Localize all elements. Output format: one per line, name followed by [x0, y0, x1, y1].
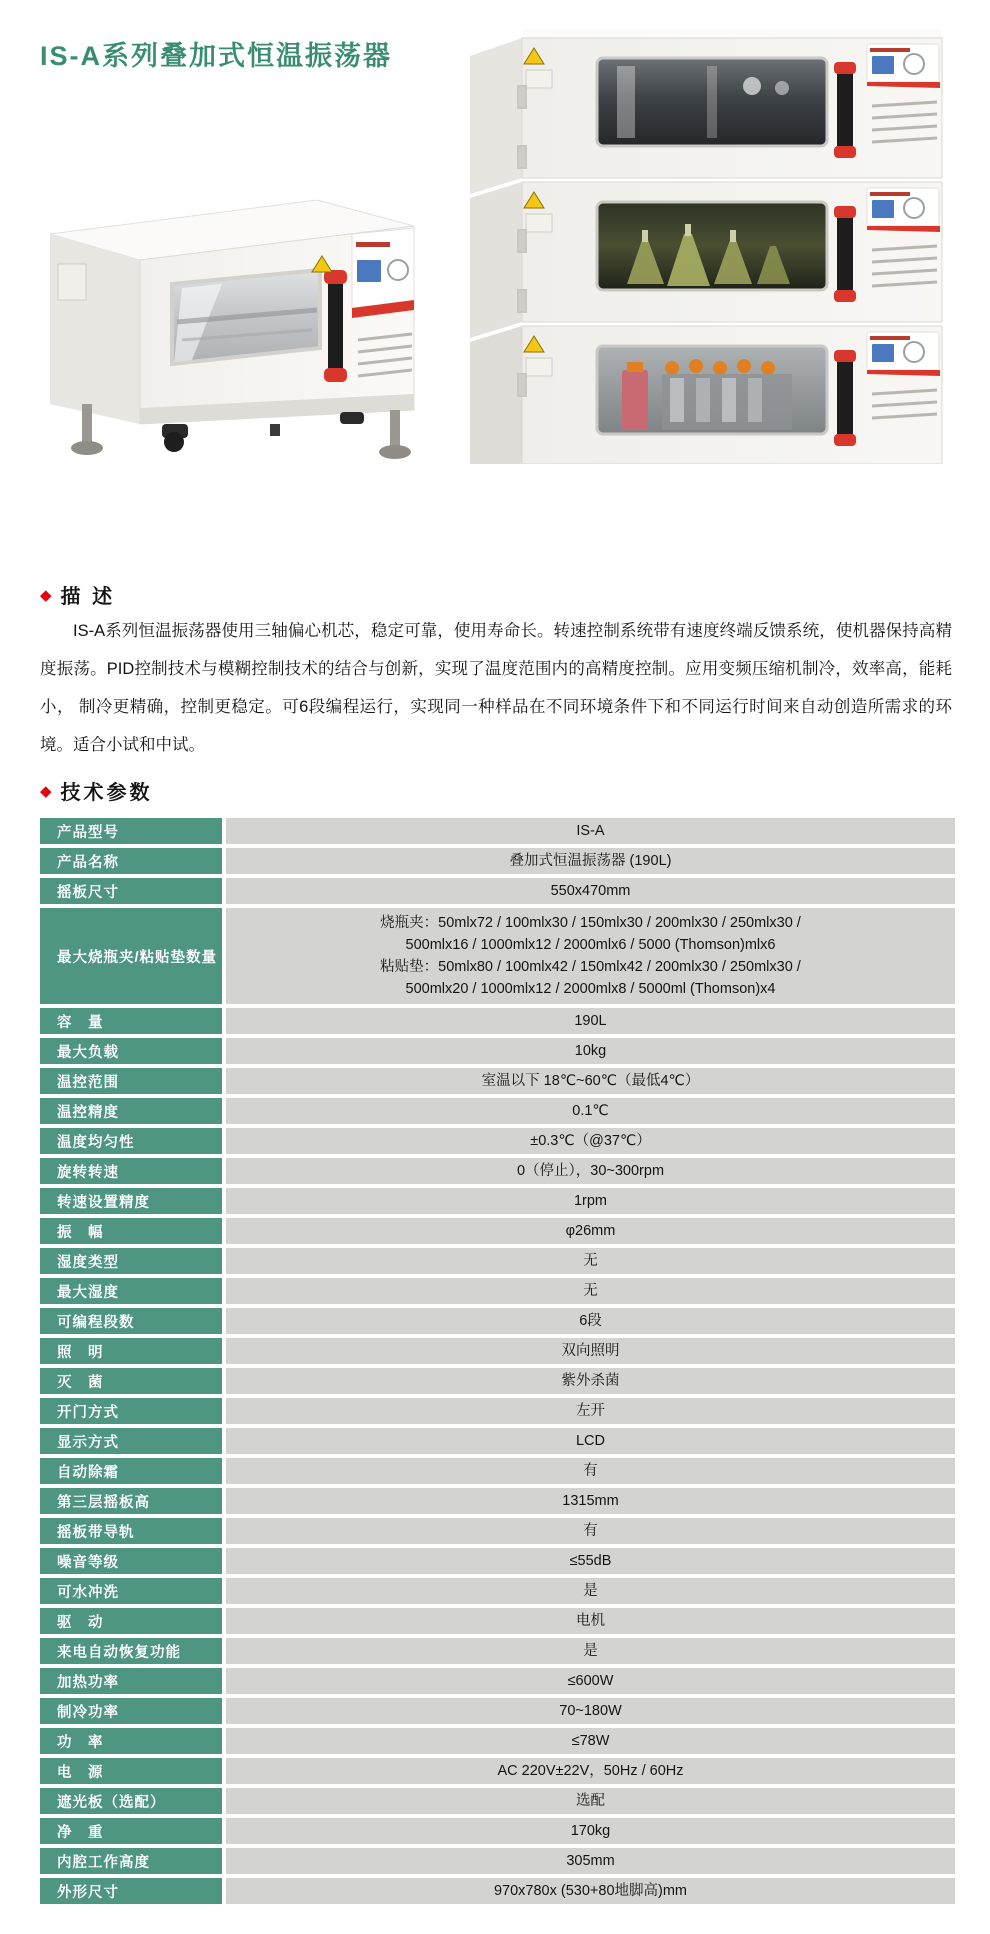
spec-label: 湿度类型 [40, 1248, 222, 1274]
spec-value: 0（停止），30~300rpm [226, 1158, 955, 1184]
spec-row [40, 1008, 955, 1034]
spec-value: 无 [226, 1278, 955, 1304]
spec-value: 70~180W [226, 1698, 955, 1724]
diamond-bullet-icon: ◆ [40, 782, 52, 800]
spec-label: 最大烧瓶夹/粘贴垫数量 [40, 908, 222, 1004]
spec-value: 烧瓶夹：50mlx72 / 100mlx30 / 150mlx30 / 200mlx30 / 250mlx30 / 500mlx16 / 1000mlx12 / 2000mlx6 / 5000 (Thomson)mlx6 粘贴垫：50mlx80 / 100mlx42 / 150mlx42 / 200mlx30 / 250mlx30 / 500mlx20 / 1000mlx12 / 2000mlx8 / 5000ml (Thomson)x4 [226, 908, 955, 1004]
spec-row [40, 1098, 955, 1124]
single-shaker-illustration [22, 172, 442, 467]
spec-row [40, 1878, 955, 1904]
spec-label: 灭 菌 [40, 1368, 222, 1394]
spec-label: 开门方式 [40, 1398, 222, 1424]
spec-value: 1315mm [226, 1488, 955, 1514]
door-window [172, 270, 320, 364]
spec-row [40, 1398, 955, 1424]
specs-table [40, 818, 955, 1908]
spec-row [40, 1458, 955, 1484]
spec-value: AC 220V±22V，50Hz / 60Hz [226, 1758, 955, 1784]
spec-value: 6段 [226, 1308, 955, 1334]
spec-label: 摇板尺寸 [40, 878, 222, 904]
spec-value: 紫外杀菌 [226, 1368, 955, 1394]
spec-label: 最大湿度 [40, 1278, 222, 1304]
spec-value: 1rpm [226, 1188, 955, 1214]
spec-label: 温控范围 [40, 1068, 222, 1094]
description-heading-label: 描 述 [60, 586, 116, 608]
spec-row [40, 1128, 955, 1154]
spec-label: 第三层摇板高 [40, 1488, 222, 1514]
spec-value: 有 [226, 1518, 955, 1544]
spec-row [40, 1158, 955, 1184]
spec-label: 显示方式 [40, 1428, 222, 1454]
spec-value: 190L [226, 1008, 955, 1034]
spec-value: LCD [226, 1428, 955, 1454]
spec-label: 可水冲洗 [40, 1578, 222, 1604]
spec-value: IS-A [226, 818, 955, 844]
spec-row [40, 1638, 955, 1664]
spec-row [40, 1518, 955, 1544]
spec-label: 自动除霜 [40, 1458, 222, 1484]
spec-value: ≤55dB [226, 1548, 955, 1574]
description-heading [40, 580, 115, 609]
spec-row [40, 1788, 955, 1814]
specs-heading [40, 776, 153, 805]
single-shaker-photo [22, 172, 442, 467]
spec-value: 10kg [226, 1038, 955, 1064]
spec-row [40, 1428, 955, 1454]
spec-value: 左开 [226, 1398, 955, 1424]
spec-row [40, 1758, 955, 1784]
spec-label: 照 明 [40, 1338, 222, 1364]
spec-value: 电机 [226, 1608, 955, 1634]
spec-label: 振 幅 [40, 1218, 222, 1244]
spec-row [40, 878, 955, 904]
stacked-shaker-illustration [452, 26, 962, 464]
spec-value: ≤78W [226, 1728, 955, 1754]
spec-label: 可编程段数 [40, 1308, 222, 1334]
spec-row [40, 1248, 955, 1274]
spec-label: 转速设置精度 [40, 1188, 222, 1214]
spec-row [40, 1338, 955, 1364]
spec-label: 内腔工作高度 [40, 1848, 222, 1874]
spec-value: 是 [226, 1638, 955, 1664]
spec-label: 净 重 [40, 1818, 222, 1844]
spec-value: 双向照明 [226, 1338, 955, 1364]
stacked-shaker-photo [452, 26, 962, 464]
spec-row [40, 1488, 955, 1514]
spec-row [40, 1818, 955, 1844]
spec-value: 是 [226, 1578, 955, 1604]
spec-label: 遮光板（选配） [40, 1788, 222, 1814]
spec-value: φ26mm [226, 1218, 955, 1244]
spec-row [40, 1848, 955, 1874]
spec-label: 功 率 [40, 1728, 222, 1754]
spec-value: 选配 [226, 1788, 955, 1814]
spec-row [40, 848, 955, 874]
spec-label: 产品名称 [40, 848, 222, 874]
spec-label: 噪音等级 [40, 1548, 222, 1574]
spec-row [40, 1188, 955, 1214]
spec-label: 温控精度 [40, 1098, 222, 1124]
spec-value: 无 [226, 1248, 955, 1274]
spec-value: 叠加式恒温振荡器 (190L) [226, 848, 955, 874]
spec-label: 温度均匀性 [40, 1128, 222, 1154]
spec-label: 电 源 [40, 1758, 222, 1784]
spec-label: 驱 动 [40, 1608, 222, 1634]
control-panel [352, 228, 414, 318]
shaker-unit-bottom [470, 326, 942, 464]
spec-label: 来电自动恢复功能 [40, 1638, 222, 1664]
specs-heading-label: 技术参数 [60, 782, 153, 804]
shaker-unit-middle [470, 182, 942, 338]
spec-row [40, 1068, 955, 1094]
spec-row [40, 1608, 955, 1634]
spec-row [40, 1548, 955, 1574]
spec-value: 有 [226, 1458, 955, 1484]
spec-label: 制冷功率 [40, 1698, 222, 1724]
spec-label: 摇板带导轨 [40, 1518, 222, 1544]
spec-row [40, 1368, 955, 1394]
description-paragraph: IS-A系列恒温振荡器使用三轴偏心机芯，稳定可靠，使用寿命长。转速控制系统带有速度终端反馈系统，使机器保持高精度振荡。PID控制技术与模糊控制技术的结合与创新，实现了温度范围内的高精度控制。应用变频压缩机制冷，效率高，能耗小， 制冷更精确，控制更稳定。可6段编程运行，实现同一种样品在不同环境条件下和不同运行时间来自动创造所需求的环境。适合小试和中试。 [40, 622, 952, 754]
spec-value: 0.1℃ [226, 1098, 955, 1124]
spec-label: 最大负载 [40, 1038, 222, 1064]
spec-row [40, 1668, 955, 1694]
spec-value: 550x470mm [226, 878, 955, 904]
spec-row [40, 908, 955, 1004]
spec-label: 产品型号 [40, 818, 222, 844]
spec-value: 305mm [226, 1848, 955, 1874]
side-label [58, 264, 86, 300]
spec-row [40, 818, 955, 844]
spec-row [40, 1578, 955, 1604]
spec-row [40, 1308, 955, 1334]
spec-value: ±0.3℃（@37℃） [226, 1128, 955, 1154]
spec-label: 旋转转速 [40, 1158, 222, 1184]
spec-label: 加热功率 [40, 1668, 222, 1694]
spec-row [40, 1698, 955, 1724]
spec-value: 室温以下 18℃~60℃（最低4℃） [226, 1068, 955, 1094]
spec-label: 容 量 [40, 1008, 222, 1034]
shaker-unit-top [470, 30, 942, 194]
spec-row [40, 1728, 955, 1754]
spec-row [40, 1038, 955, 1064]
spec-value: 170kg [226, 1818, 955, 1844]
diamond-bullet-icon: ◆ [40, 586, 52, 604]
spec-value: ≤600W [226, 1668, 955, 1694]
spec-label: 外形尺寸 [40, 1878, 222, 1904]
spec-row [40, 1218, 955, 1244]
page-title: IS-A系列叠加式恒温振荡器 [40, 41, 392, 71]
spec-row [40, 1278, 955, 1304]
spec-value: 970x780x (530+80地脚高)mm [226, 1878, 955, 1904]
